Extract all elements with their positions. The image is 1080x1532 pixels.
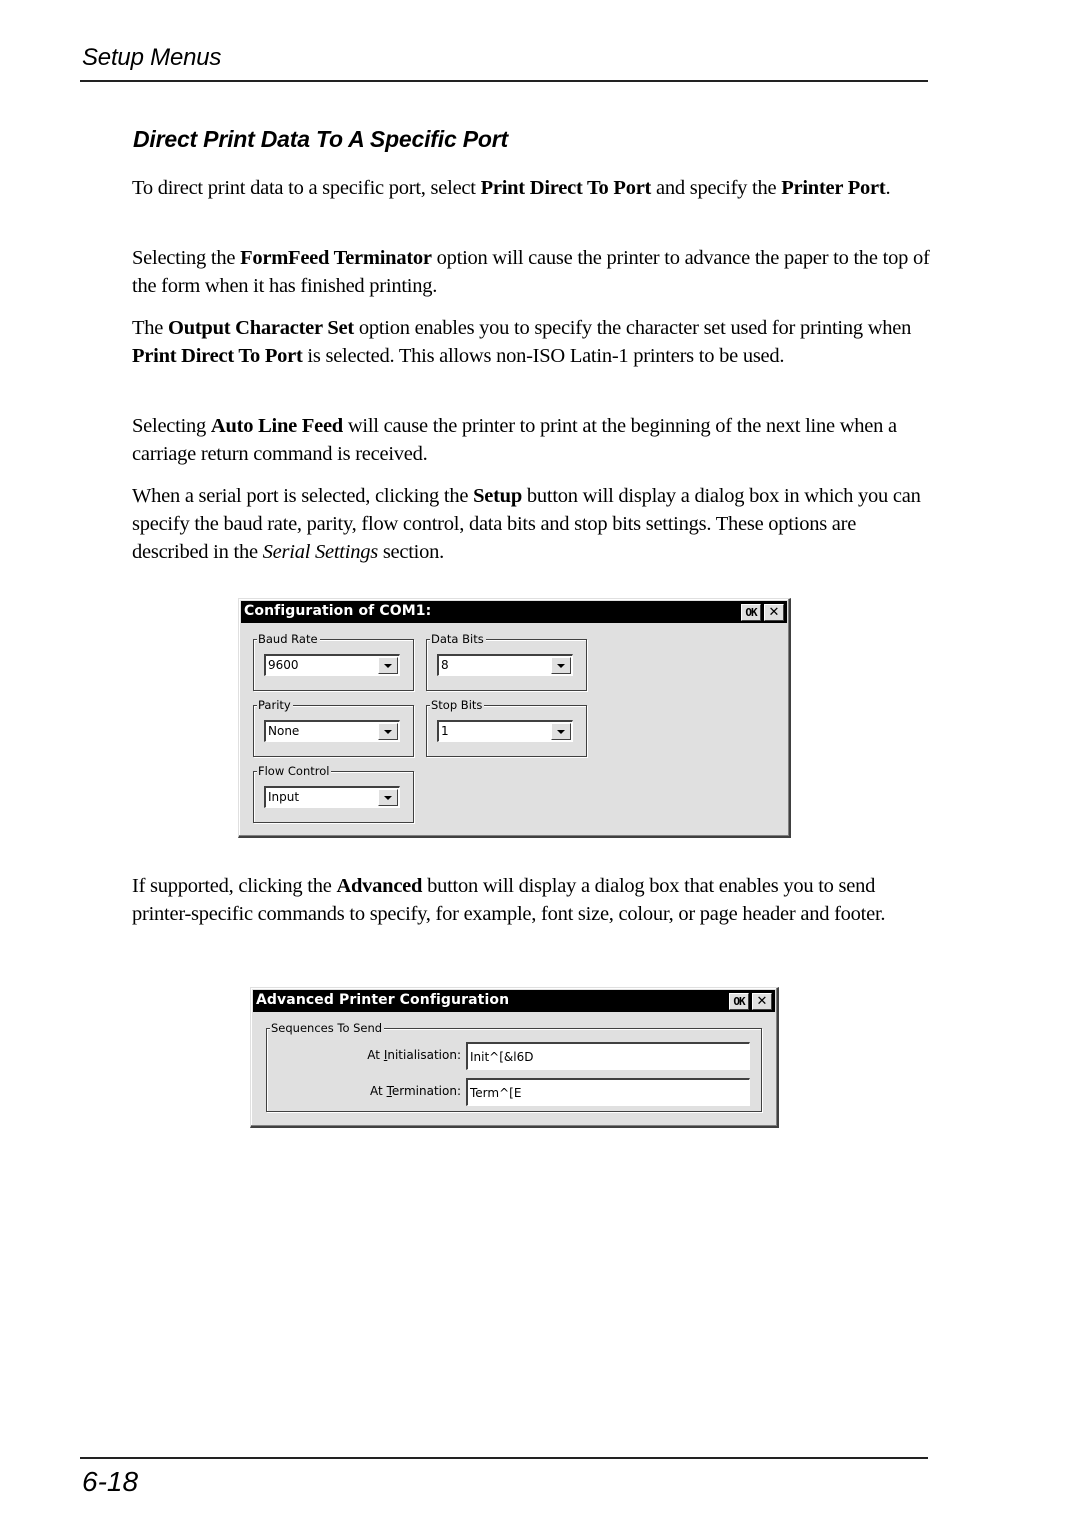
data-bits-select[interactable] [437,654,573,676]
running-head: Setup Menus [82,44,222,71]
text-run: option will cause the printer to advance the paper to the top of the form when it has finished printing. [132,247,930,297]
init-sequence-input[interactable] [466,1042,750,1070]
text-run: button will display a dialog box that enables you to send printer-specific commands to specify, for example, font size, colour, or page header and footer. [132,875,886,925]
chevron-down-icon[interactable] [551,657,571,674]
parity-value: None [268,724,300,738]
term-label-accesskey: T [386,1084,392,1098]
bold-term: Print Direct To Port [132,345,303,367]
italic-reference: Serial Settings [262,541,378,563]
adv-dialog-title: Advanced Printer Configuration [256,992,510,1008]
page-number: 6-18 [82,1466,139,1497]
bold-term: FormFeed Terminator [240,247,432,269]
data-bits-value: 8 [441,658,449,672]
section-title: Direct Print Data To A Specific Port [133,126,508,152]
bold-term: Output Character Set [168,317,354,339]
text-run: To direct print data to a specific port, select [132,177,481,199]
adv-dialog-titlebar [253,990,775,1012]
text-run: Selecting the [132,247,241,269]
text-run: option enables you to specify the character set used for printing when [353,317,912,339]
bold-term: Printer Port [781,177,886,199]
paragraph-advanced-button [132,872,932,928]
paragraph-auto-line-feed [132,412,932,468]
text-run: and specify the [651,177,782,199]
stop-bits-label: Stop Bits [431,698,483,712]
flow-control-select[interactable] [264,786,400,808]
text-run: will cause the printer to print at the beginning of the next line when a carriage return command is received. [132,415,897,465]
baud-rate-group [253,632,414,691]
text-run: When a serial port is selected, clicking the [132,485,474,507]
ok-button[interactable]: OK [729,993,749,1010]
flow-control-value: Input [268,790,300,804]
footer-rule [80,1457,928,1459]
stop-bits-select[interactable] [437,720,573,742]
parity-select[interactable] [264,720,400,742]
term-label-prefix: At [370,1084,387,1098]
chevron-down-icon[interactable] [551,723,571,740]
paragraph-formfeed [132,244,932,300]
text-run: is selected. This allows non-ISO Latin-1 printers to be used. [302,345,785,367]
bold-term: Advanced [336,875,423,897]
init-label-prefix: At [367,1048,384,1062]
sequences-group [266,1021,762,1112]
close-icon[interactable]: ✕ [752,993,772,1010]
baud-rate-label: Baud Rate [258,632,318,646]
com-config-dialog [238,598,791,838]
data-bits-label: Data Bits [431,632,484,646]
com-dialog-titlebar [241,601,787,623]
stop-bits-value: 1 [441,724,449,738]
text-run: If supported, clicking the [132,875,337,897]
bold-term: Setup [473,485,522,507]
text-run: Selecting [132,415,211,437]
advanced-printer-dialog [250,987,779,1128]
bold-term: Auto Line Feed [210,415,343,437]
text-run: The [132,317,168,339]
header-rule [80,80,928,82]
close-icon[interactable]: ✕ [764,604,784,621]
flow-control-label: Flow Control [258,764,330,778]
paragraph-print-direct [132,174,932,202]
chevron-down-icon[interactable] [378,657,398,674]
term-label [271,1084,461,1098]
chevron-down-icon[interactable] [378,789,398,806]
init-label-accesskey: I [383,1048,388,1062]
baud-rate-select[interactable] [264,654,400,676]
parity-label: Parity [258,698,291,712]
ok-button[interactable]: OK [741,604,761,621]
baud-rate-value: 9600 [268,658,299,672]
bold-term: Print Direct To Port [480,177,652,199]
data-bits-group [426,632,587,691]
paragraph-setup-button [132,482,932,566]
term-sequence-input[interactable] [466,1078,750,1106]
init-label-suffix: nitialisation: [387,1048,461,1062]
term-label-suffix: ermination: [391,1084,461,1098]
paragraph-output-charset [132,314,932,370]
text-run: section. [377,541,445,563]
com-dialog-title: Configuration of COM1: [244,603,432,619]
sequences-label: Sequences To Send [271,1021,383,1035]
init-label [271,1048,461,1062]
text-run: . [885,177,891,199]
chevron-down-icon[interactable] [378,723,398,740]
flow-control-group [253,764,414,823]
parity-group [253,698,414,757]
text-run: button will display a dialog box in which you can specify the baud rate, parity, flow control, data bits and stop bits settings. These options are described in the [132,485,921,563]
stop-bits-group [426,698,587,757]
